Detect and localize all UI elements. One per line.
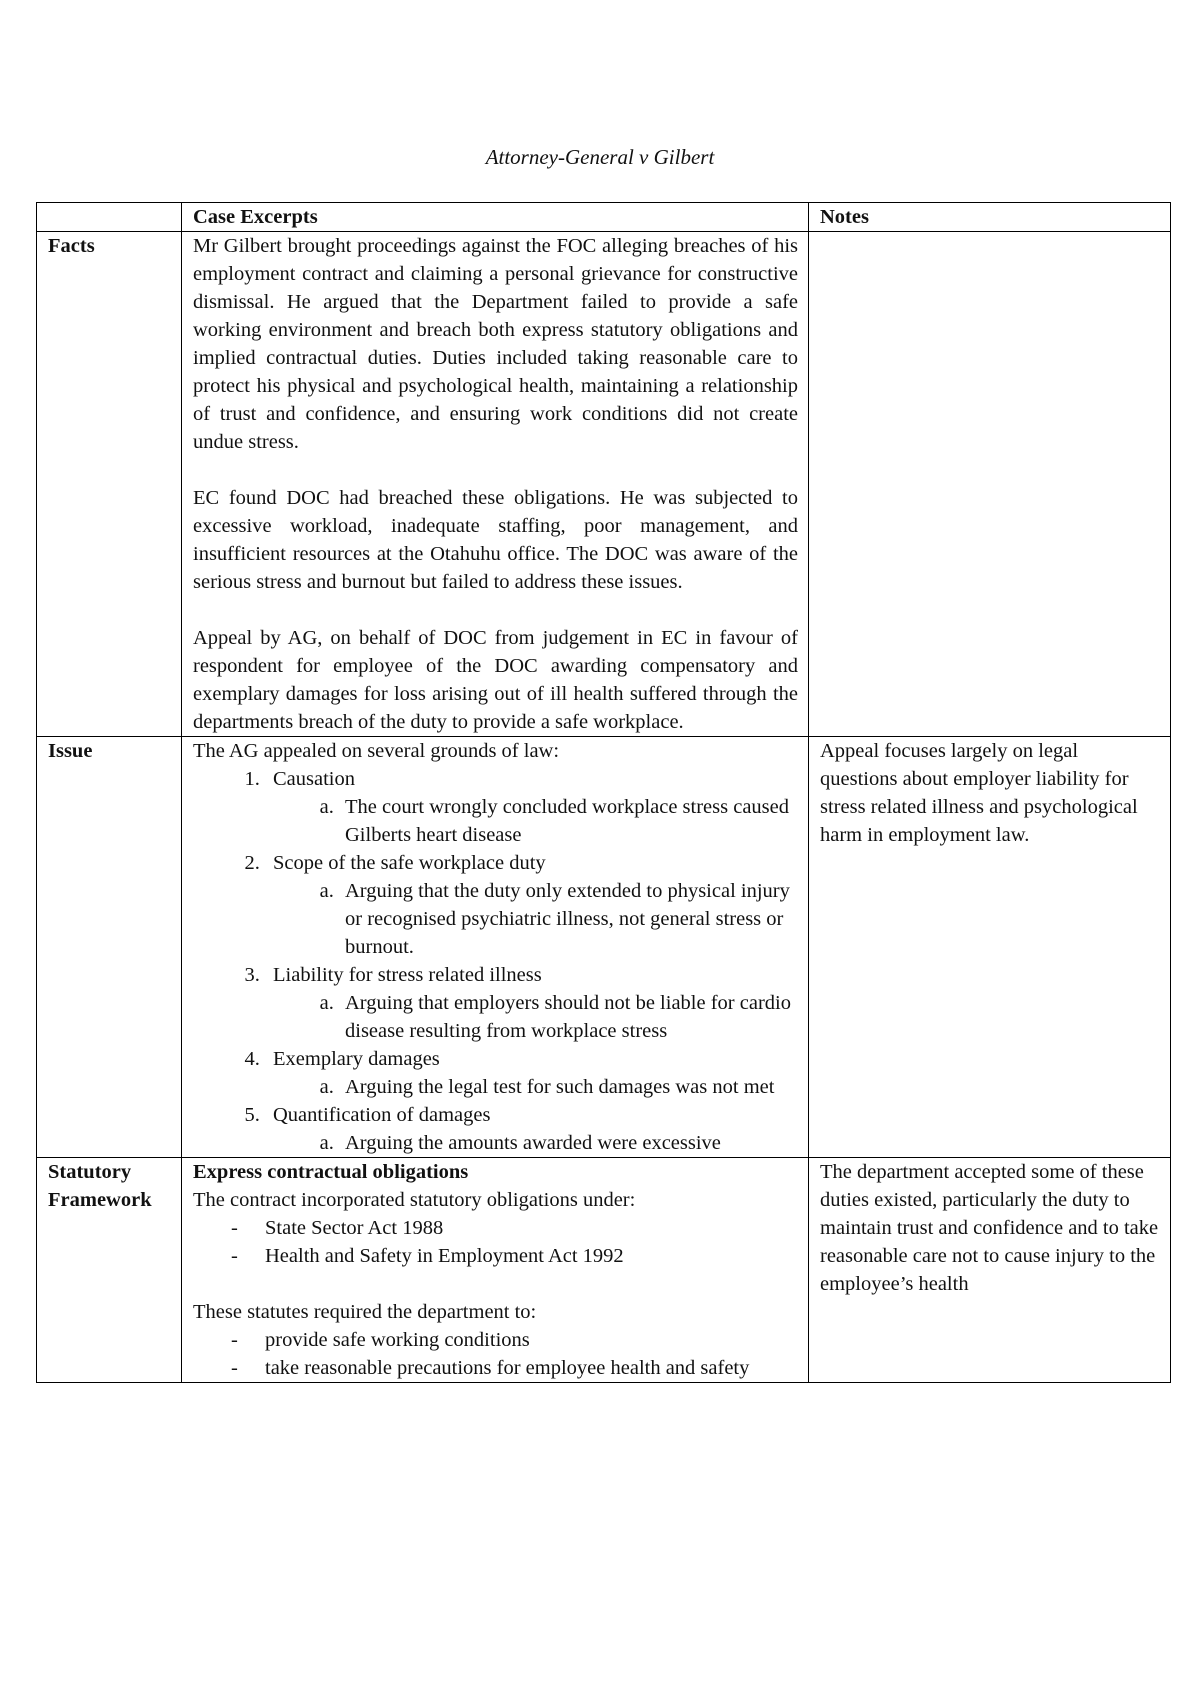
requirement-item: - take reasonable precautions for employee health and safety	[265, 1354, 798, 1382]
document-title: Attorney-General v Gilbert	[485, 145, 715, 169]
issue-item-title: Causation	[273, 768, 355, 790]
issue-subitem: a. Arguing the amounts awarded were excessive	[339, 1129, 798, 1157]
header-notes: Notes	[809, 203, 1171, 232]
issue-intro: The AG appealed on several grounds of law:	[193, 740, 560, 762]
issue-item	[265, 961, 798, 1045]
facts-paragraph: Mr Gilbert brought proceedings against the FOC alleging breaches of his employment contract and claiming a personal grievance for constructive dismissal. He argued that the Department failed to provide a safe working environment and breach both express statutory obligations and implied contractual duties. Duties included taking reasonable care to protect his physical and psychological health, maintaining a relationship of trust and confidence, and ensuring work conditions did not create undue stress.	[193, 235, 798, 453]
header-row	[37, 203, 1171, 232]
issue-subitem: a. Arguing that employers should not be liable for cardio disease resulting from workplace stress	[339, 989, 798, 1045]
case-table	[36, 202, 1171, 1383]
issue-item	[265, 765, 798, 849]
issue-item-title: Liability for stress related illness	[273, 964, 542, 986]
issue-item-title: Scope of the safe workplace duty	[273, 852, 546, 874]
facts-excerpts	[182, 232, 809, 737]
issue-item	[265, 1045, 798, 1101]
statutory-label: Statutory Framework	[37, 1158, 182, 1383]
facts-paragraph: EC found DOC had breached these obligations. He was subjected to excessive workload, inadequate staffing, poor management, and insufficient resources at the Otahuhu office. The DOC was aware of the serious stress and burnout but failed to address these issues.	[193, 487, 798, 593]
statutory-notes: The department accepted some of these duties existed, particularly the duty to maintain trust and confidence and to take reasonable care not to cause injury to the employee’s health	[809, 1158, 1171, 1383]
issue-subitem: a. The court wrongly concluded workplace stress caused Gilberts heart disease	[339, 793, 798, 849]
act-item: - Health and Safety in Employment Act 1992	[265, 1242, 798, 1270]
facts-row	[37, 232, 1171, 737]
statutory-excerpts	[182, 1158, 809, 1383]
issue-excerpts	[182, 737, 809, 1158]
issue-row	[37, 737, 1171, 1158]
issue-subitem: a. Arguing the legal test for such damages was not met	[339, 1073, 798, 1101]
statutory-heading: Express contractual obligations	[193, 1161, 469, 1183]
header-empty-cell	[37, 203, 182, 232]
facts-paragraph: Appeal by AG, on behalf of DOC from judgement in EC in favour of respondent for employee of the DOC awarding compensatory and exemplary damages for loss arising out of ill health suffered through the departments breach of the duty to provide a safe workplace.	[193, 627, 798, 733]
issue-item	[265, 849, 798, 961]
issue-notes: Appeal focuses largely on legal questions about employer liability for stress related illness and psychological harm in employment law.	[809, 737, 1171, 1158]
statutory-intro: The contract incorporated statutory obligations under:	[193, 1189, 636, 1211]
issue-item	[265, 1101, 798, 1157]
act-item: - State Sector Act 1988	[265, 1214, 798, 1242]
requirements-intro: These statutes required the department to:	[193, 1301, 537, 1323]
facts-label: Facts	[37, 232, 182, 737]
acts-list	[193, 1214, 798, 1270]
requirement-item: - provide safe working conditions	[265, 1326, 798, 1354]
facts-notes	[809, 232, 1171, 737]
issue-label: Issue	[37, 737, 182, 1158]
issue-item-title: Quantification of damages	[273, 1104, 491, 1126]
requirements-list	[193, 1326, 798, 1382]
statutory-row	[37, 1158, 1171, 1383]
issue-subitem: a. Arguing that the duty only extended to physical injury or recognised psychiatric illness, not general stress or burnout.	[339, 877, 798, 961]
header-case-excerpts: Case Excerpts	[182, 203, 809, 232]
issue-item-title: Exemplary damages	[273, 1048, 440, 1070]
issue-list	[193, 765, 798, 1157]
